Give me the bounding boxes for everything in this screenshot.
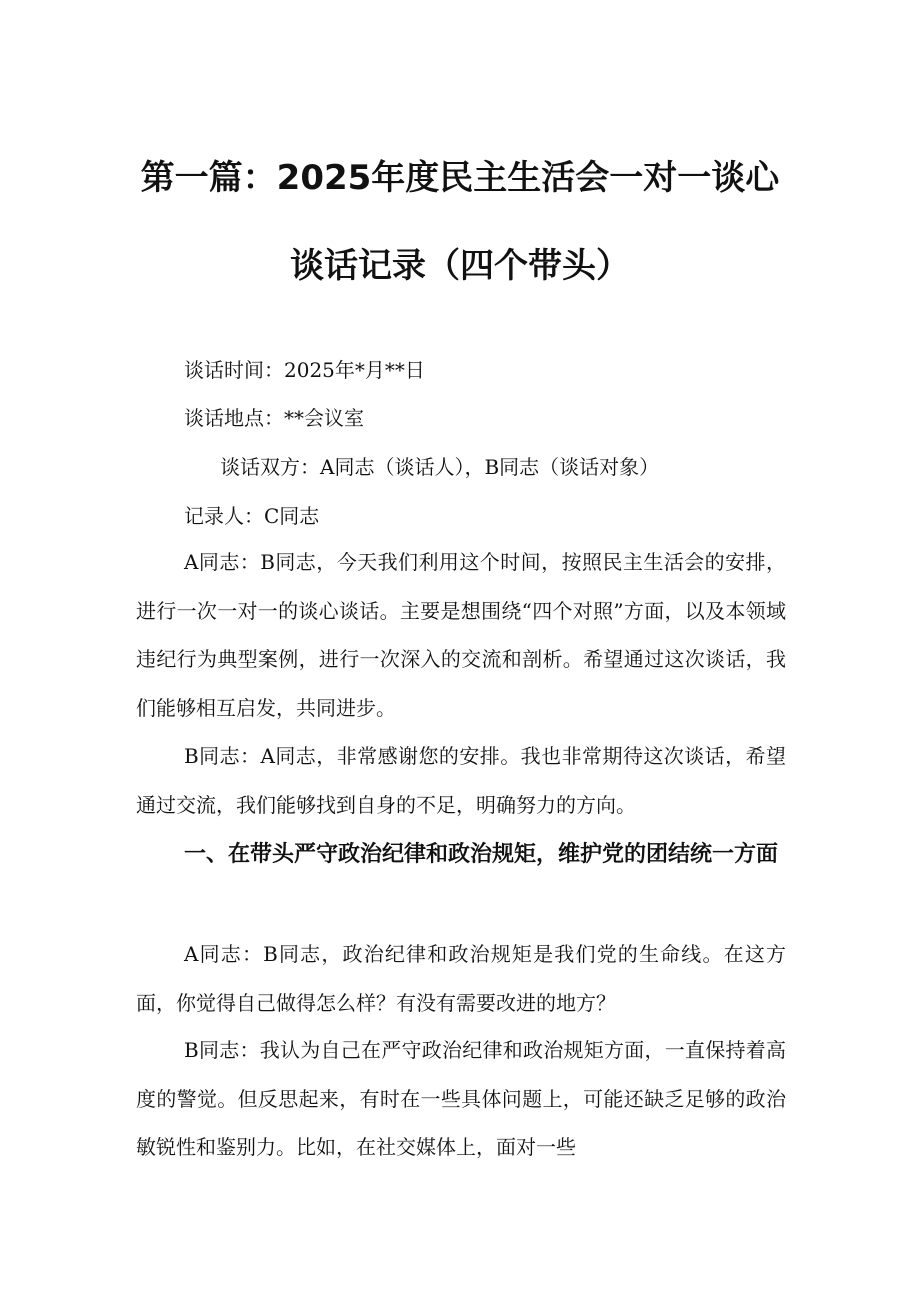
talk-recorder: 记录人：C同志 xyxy=(184,504,320,528)
talk-place: 谈话地点：**会议室 xyxy=(184,406,364,430)
paragraph-question-1: A同志：B同志，政治纪律和政治规矩是我们党的生命线。在这方面，你觉得自己做得怎么样？有没有需要改进的地方？ xyxy=(136,942,786,1015)
talk-time: 谈话时间：2025年*月**日 xyxy=(184,358,425,382)
document-title-line-2: 谈话记录（四个带头） xyxy=(290,246,630,286)
document-title-line-1: 第一篇：2025年度民主生活会一对一谈心 xyxy=(140,158,780,198)
paragraph-opening: A同志：B同志，今天我们利用这个时间，按照民主生活会的安排，进行一次一对一的谈心谈话。主要是想围绕“四个对照”方面，以及本领域违纪行为典型案例，进行一次深入的交流和剖析。希望通过这次谈话，我们能够相互启发，共同进步。 xyxy=(136,550,786,720)
paragraph-response: B同志：A同志，非常感谢您的安排。我也非常期待这次谈话，希望通过交流，我们能够找到自身的不足，明确努力的方向。 xyxy=(136,744,786,817)
section-heading-1: 一、在带头严守政治纪律和政治规矩，维护党的团结统一方面 xyxy=(184,842,779,867)
talk-parties: 谈话双方：A同志（谈话人），B同志（谈话对象） xyxy=(220,455,660,479)
paragraph-answer-1: B同志：我认为自己在严守政治纪律和政治规矩方面，一直保持着高度的警觉。但反思起来，有时在一些具体问题上，可能还缺乏足够的政治敏锐性和鉴别力。比如，在社交媒体上，面对一些 xyxy=(136,1038,786,1159)
